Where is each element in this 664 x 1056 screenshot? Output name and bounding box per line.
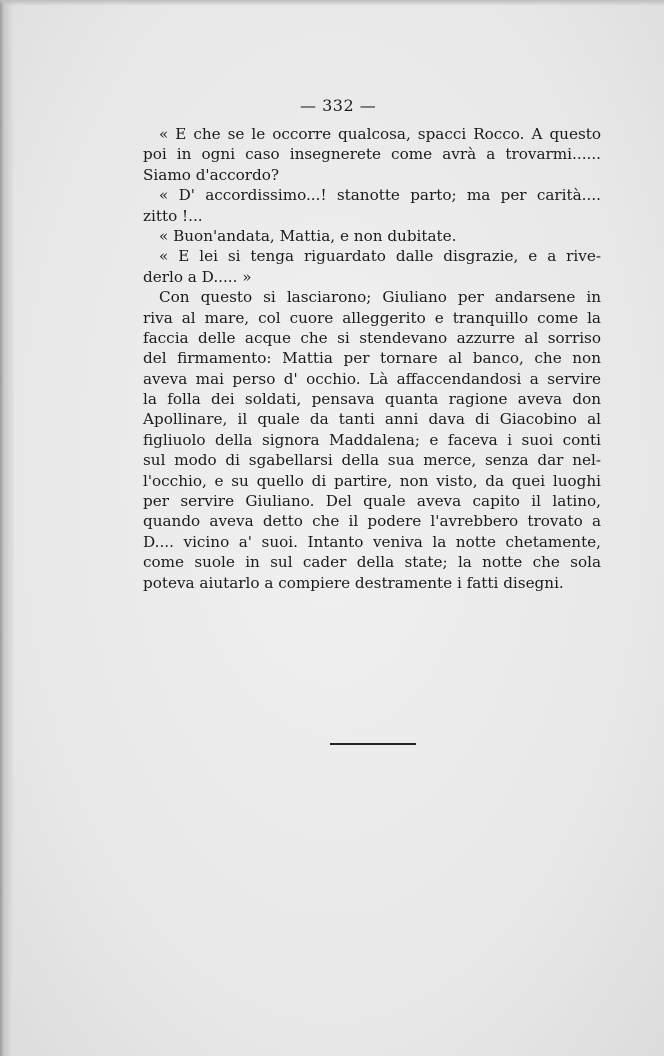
page-binding-edge <box>0 0 14 1056</box>
text-line: « D' accordissimo...! stanotte parto; ma per carità.... <box>159 186 601 205</box>
text-line: del firmamento: Mattia per tornare al banco, che non <box>143 349 601 368</box>
text-line: derlo a D..... » <box>143 267 252 286</box>
text-line: poteva aiutarlo a compiere destramente i fatti disegni. <box>143 573 564 592</box>
text-line: Apollinare, il quale da tanti anni dava di Giacobino al <box>143 410 601 429</box>
body-text <box>143 124 601 593</box>
text-line: figliuolo della signora Maddalena; e faceva i suoi conti <box>143 430 601 449</box>
text-line: « Buon'andata, Mattia, e non dubitate. <box>159 226 457 245</box>
page-number: — 332 — <box>300 96 377 115</box>
text-line: come suole in sul cader della state; la notte che sola <box>143 553 601 572</box>
section-end-rule <box>330 743 416 745</box>
page-top-edge <box>0 0 664 6</box>
text-line: per servire Giuliano. Del quale aveva capito il latino, <box>143 492 601 511</box>
text-line: Con questo si lasciarono; Giuliano per andarsene in <box>159 288 601 307</box>
text-line: sul modo di sgabellarsi della sua merce, senza dar nel- <box>143 451 601 470</box>
text-line: zitto !... <box>143 206 203 225</box>
text-line: « E lei si tenga riguardato dalle disgrazie, e a rive- <box>159 247 601 266</box>
text-line: riva al mare, col cuore alleggerito e tranquillo come la <box>143 308 601 327</box>
text-line: poi in ogni caso insegnerete come avrà a trovarmi...... <box>143 145 601 164</box>
text-line: quando aveva detto che il podere l'avrebbero trovato a <box>143 512 601 531</box>
text-line: Siamo d'accordo? <box>143 165 280 184</box>
text-line: « E che se le occorre qualcosa, spacci Rocco. A questo <box>159 125 601 143</box>
text-line: faccia delle acque che si stendevano azzurre al sorriso <box>143 328 601 347</box>
text-line: la folla dei soldati, pensava quanta ragione aveva don <box>143 390 601 409</box>
text-line: l'occhio, e su quello di partire, non visto, da quei luoghi <box>143 471 601 490</box>
text-line: D.... vicino a' suoi. Intanto veniva la notte chetamente, <box>143 532 601 551</box>
text-line: aveva mai perso d' occhio. Là affaccendandosi a servire <box>143 369 601 388</box>
